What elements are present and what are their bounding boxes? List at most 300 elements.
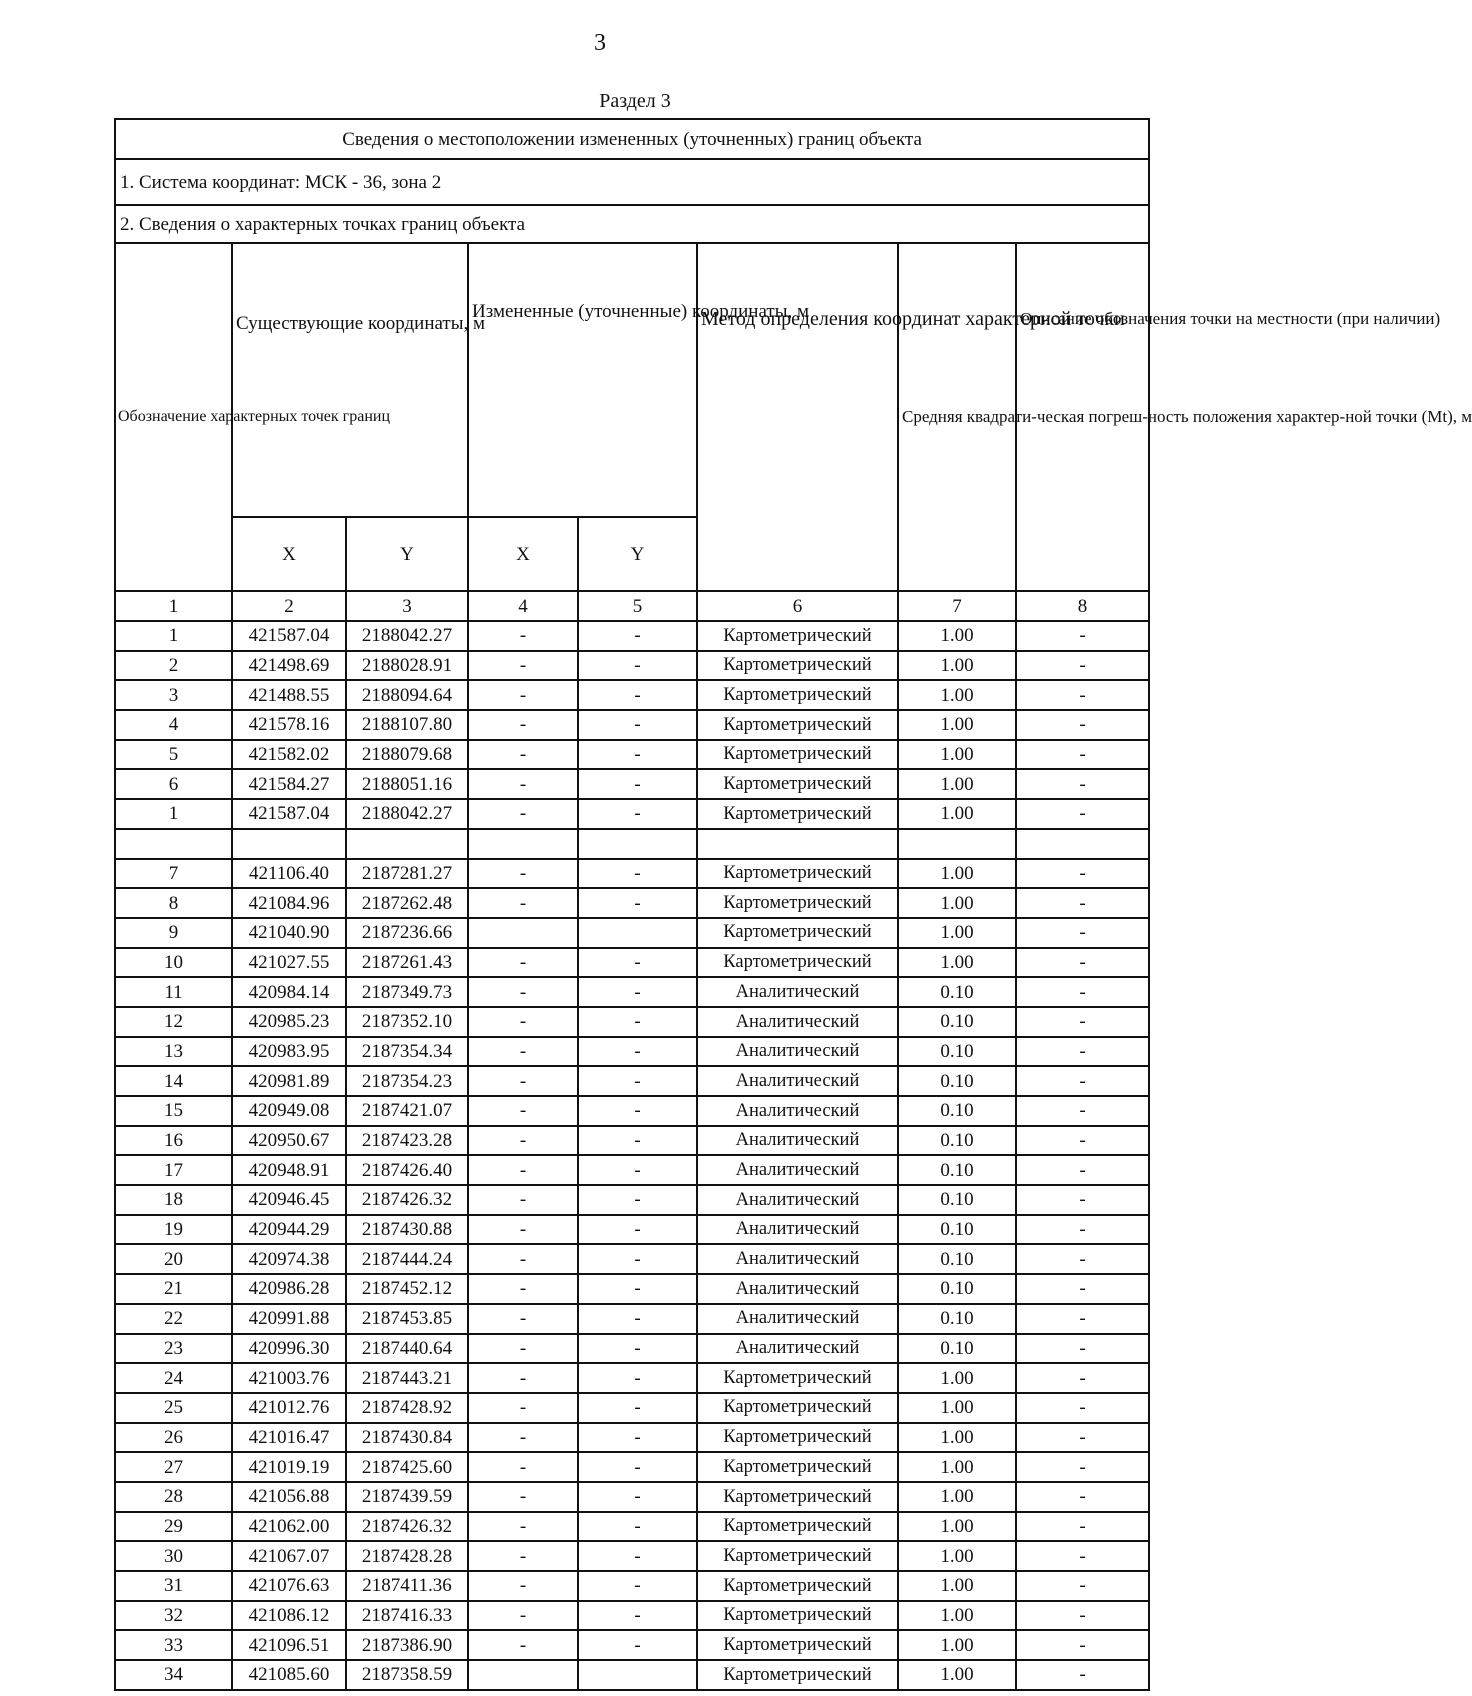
changed-x-cell: - [468,1334,578,1364]
existing-x-cell: 420983.95 [232,1037,346,1067]
existing-x-cell: 421498.69 [232,651,346,681]
mean-error-cell: 1.00 [898,1482,1016,1512]
existing-x-cell: 421106.40 [232,859,346,889]
existing-x-cell: 421040.90 [232,918,346,948]
changed-x-cell: - [468,1007,578,1037]
table-row [115,918,1149,948]
changed-y-cell: - [578,1126,697,1156]
existing-y-cell: 2188094.64 [346,680,468,710]
existing-x-cell: 421012.76 [232,1393,346,1423]
point-number-cell: 5 [115,740,232,770]
existing-y-cell: 2187352.10 [346,1007,468,1037]
existing-y-cell: 2187453.85 [346,1304,468,1334]
method-cell: Картометрический [697,1482,898,1512]
point-number-cell: 24 [115,1363,232,1393]
changed-x-cell: - [468,1423,578,1453]
existing-y-cell: 2187426.40 [346,1155,468,1185]
changed-x-cell: - [468,651,578,681]
changed-y-cell: - [578,799,697,829]
table-row [115,769,1149,799]
table-row [115,829,1149,859]
existing-y-cell: 2187236.66 [346,918,468,948]
table-row [115,1126,1149,1156]
changed-x-cell: - [468,1037,578,1067]
points-heading: 2. Сведения о характерных точках границ объекта [115,205,1149,243]
table-row [115,799,1149,829]
method-cell: Аналитический [697,1126,898,1156]
header-description: Описание обозначения точки на местности (при наличии) [1016,243,1149,591]
method-cell: Картометрический [697,918,898,948]
coordinate-system: 1. Система координат: МСК - 36, зона 2 [115,159,1149,205]
changed-x-cell: - [468,1363,578,1393]
point-number-cell: 20 [115,1244,232,1274]
table-row [115,1452,1149,1482]
existing-y-cell: 2187452.12 [346,1274,468,1304]
changed-x-cell: - [468,948,578,978]
mean-error-cell: 1.00 [898,1541,1016,1571]
existing-y-cell: 2187428.28 [346,1541,468,1571]
existing-y-cell: 2187358.59 [346,1660,468,1690]
description-cell: - [1016,888,1149,918]
existing-y-cell [346,829,468,859]
mean-error-cell: 1.00 [898,680,1016,710]
table-row [115,1185,1149,1215]
existing-y-cell: 2187428.92 [346,1393,468,1423]
existing-y-cell: 2187425.60 [346,1452,468,1482]
changed-y-cell [578,829,697,859]
mean-error-cell: 1.00 [898,1630,1016,1660]
point-number-cell: 29 [115,1512,232,1542]
method-cell: Картометрический [697,1601,898,1631]
method-cell: Картометрический [697,1393,898,1423]
mean-error-cell: 1.00 [898,710,1016,740]
mean-error-cell: 1.00 [898,888,1016,918]
method-cell: Картометрический [697,1452,898,1482]
mean-error-cell: 1.00 [898,651,1016,681]
point-number-cell: 34 [115,1660,232,1690]
description-cell: - [1016,621,1149,651]
description-cell: - [1016,1096,1149,1126]
changed-x-cell: - [468,1066,578,1096]
column-number: 8 [1016,591,1149,621]
point-number-cell: 19 [115,1215,232,1245]
description-cell: - [1016,680,1149,710]
changed-y-cell: - [578,769,697,799]
mean-error-cell: 1.00 [898,1393,1016,1423]
changed-x-cell [468,829,578,859]
changed-y-cell: - [578,1334,697,1364]
mean-error-cell: 1.00 [898,1452,1016,1482]
existing-y-cell: 2187426.32 [346,1185,468,1215]
header-point-designation: Обозначение характерных точек границ [115,243,232,591]
mean-error-cell: 1.00 [898,621,1016,651]
changed-y-cell: - [578,1571,697,1601]
point-number-cell: 31 [115,1571,232,1601]
description-cell: - [1016,1155,1149,1185]
description-cell [1016,829,1149,859]
method-cell: Аналитический [697,1066,898,1096]
table-row [115,1512,1149,1542]
changed-y-cell: - [578,1630,697,1660]
changed-y-cell: - [578,621,697,651]
table-row [115,1215,1149,1245]
method-cell: Картометрический [697,799,898,829]
description-cell: - [1016,1452,1149,1482]
section-title: Раздел 3 [599,90,671,112]
point-number-cell: 26 [115,1423,232,1453]
point-number-cell [115,829,232,859]
existing-x-cell: 421587.04 [232,799,346,829]
changed-y-cell: - [578,710,697,740]
point-number-cell: 25 [115,1393,232,1423]
changed-x-cell: - [468,859,578,889]
method-cell [697,829,898,859]
existing-y-cell: 2188079.68 [346,740,468,770]
mean-error-cell [898,829,1016,859]
mean-error-cell: 0.10 [898,1185,1016,1215]
changed-y-cell: - [578,948,697,978]
column-numbers-row [115,591,1149,621]
table-row [115,1304,1149,1334]
description-cell: - [1016,1512,1149,1542]
table-row [115,1630,1149,1660]
description-cell: - [1016,1571,1149,1601]
changed-x-cell: - [468,888,578,918]
point-number-cell: 8 [115,888,232,918]
existing-x-cell: 420950.67 [232,1126,346,1156]
changed-y-cell [578,1660,697,1690]
existing-x-cell: 420985.23 [232,1007,346,1037]
changed-x-cell: - [468,769,578,799]
table-row [115,1274,1149,1304]
header-existing-coordinates: Существующие координаты, м [232,243,468,517]
header-existing-x: X [232,517,346,591]
existing-y-cell: 2187439.59 [346,1482,468,1512]
table-row [115,1571,1149,1601]
existing-y-cell: 2187443.21 [346,1363,468,1393]
changed-x-cell: - [468,1185,578,1215]
existing-y-cell: 2187430.88 [346,1215,468,1245]
changed-y-cell: - [578,1155,697,1185]
changed-x-cell: - [468,1215,578,1245]
changed-x-cell: - [468,1571,578,1601]
mean-error-cell: 0.10 [898,1244,1016,1274]
description-cell: - [1016,918,1149,948]
existing-x-cell: 421587.04 [232,621,346,651]
existing-y-cell: 2187423.28 [346,1126,468,1156]
table-row [115,1601,1149,1631]
description-cell: - [1016,1066,1149,1096]
description-cell: - [1016,1185,1149,1215]
table-row [115,948,1149,978]
table-title: Сведения о местоположении измененных (уточненных) границ объекта [115,119,1149,159]
existing-y-cell: 2188042.27 [346,799,468,829]
changed-x-cell: - [468,621,578,651]
existing-x-cell: 421056.88 [232,1482,346,1512]
point-number-cell: 13 [115,1037,232,1067]
table-row [115,621,1149,651]
description-cell: - [1016,1126,1149,1156]
description-cell: - [1016,1541,1149,1571]
existing-y-cell: 2187421.07 [346,1096,468,1126]
table-row [115,1363,1149,1393]
point-number-cell: 2 [115,651,232,681]
page-number: 3 [594,30,606,56]
description-cell: - [1016,1363,1149,1393]
existing-x-cell: 420948.91 [232,1155,346,1185]
point-number-cell: 32 [115,1601,232,1631]
point-number-cell: 18 [115,1185,232,1215]
changed-y-cell: - [578,1393,697,1423]
mean-error-cell: 1.00 [898,740,1016,770]
existing-x-cell: 421488.55 [232,680,346,710]
existing-y-cell: 2187386.90 [346,1630,468,1660]
existing-x-cell: 421086.12 [232,1601,346,1631]
changed-x-cell: - [468,740,578,770]
mean-error-cell: 1.00 [898,1363,1016,1393]
changed-x-cell: - [468,1630,578,1660]
changed-y-cell: - [578,651,697,681]
changed-x-cell: - [468,1126,578,1156]
existing-x-cell: 421062.00 [232,1512,346,1542]
method-cell: Картометрический [697,1660,898,1690]
column-number: 2 [232,591,346,621]
changed-x-cell: - [468,1452,578,1482]
description-cell: - [1016,1037,1149,1067]
existing-y-cell: 2187262.48 [346,888,468,918]
coordinates-table [114,118,1472,1691]
point-number-cell: 23 [115,1334,232,1364]
changed-x-cell: - [468,799,578,829]
column-number: 6 [697,591,898,621]
table-row [115,1541,1149,1571]
table-row [115,1037,1149,1067]
changed-x-cell: - [468,1541,578,1571]
changed-y-cell: - [578,977,697,1007]
header-changed-coordinates: Измененные (уточненные) координаты, м [468,243,697,517]
table-row [115,1334,1149,1364]
method-cell: Аналитический [697,1185,898,1215]
point-number-cell: 16 [115,1126,232,1156]
method-cell: Картометрический [697,1423,898,1453]
description-cell: - [1016,769,1149,799]
existing-x-cell: 421076.63 [232,1571,346,1601]
changed-y-cell: - [578,888,697,918]
description-cell: - [1016,859,1149,889]
point-number-cell: 1 [115,799,232,829]
mean-error-cell: 0.10 [898,1334,1016,1364]
method-cell: Аналитический [697,1215,898,1245]
column-number: 7 [898,591,1016,621]
existing-y-cell: 2187440.64 [346,1334,468,1364]
method-cell: Аналитический [697,1244,898,1274]
description-cell: - [1016,799,1149,829]
changed-y-cell: - [578,1215,697,1245]
existing-x-cell: 421016.47 [232,1423,346,1453]
table-row [115,1423,1149,1453]
point-number-cell: 4 [115,710,232,740]
method-cell: Картометрический [697,1541,898,1571]
existing-x-cell: 420986.28 [232,1274,346,1304]
mean-error-cell: 1.00 [898,769,1016,799]
existing-y-cell: 2188028.91 [346,651,468,681]
mean-error-cell: 1.00 [898,1423,1016,1453]
existing-y-cell: 2187354.34 [346,1037,468,1067]
column-number: 3 [346,591,468,621]
column-number: 1 [115,591,232,621]
changed-x-cell [468,1660,578,1690]
table-row [115,859,1149,889]
existing-x-cell: 421019.19 [232,1452,346,1482]
point-number-cell: 21 [115,1274,232,1304]
table-row [115,1007,1149,1037]
changed-x-cell: - [468,680,578,710]
changed-y-cell: - [578,1482,697,1512]
column-number: 5 [578,591,697,621]
method-cell: Аналитический [697,1155,898,1185]
changed-x-cell: - [468,1304,578,1334]
existing-y-cell: 2187416.33 [346,1601,468,1631]
point-number-cell: 22 [115,1304,232,1334]
mean-error-cell: 0.10 [898,1066,1016,1096]
column-number: 4 [468,591,578,621]
mean-error-cell: 0.10 [898,1304,1016,1334]
mean-error-cell: 1.00 [898,948,1016,978]
existing-x-cell: 421067.07 [232,1541,346,1571]
changed-x-cell: - [468,1274,578,1304]
header-changed-y: Y [578,517,697,591]
existing-x-cell: 420981.89 [232,1066,346,1096]
mean-error-cell: 1.00 [898,1512,1016,1542]
existing-x-cell: 420946.45 [232,1185,346,1215]
method-cell: Картометрический [697,1512,898,1542]
changed-x-cell: - [468,1244,578,1274]
changed-y-cell: - [578,740,697,770]
point-number-cell: 6 [115,769,232,799]
method-cell: Картометрический [697,740,898,770]
method-cell: Картометрический [697,1363,898,1393]
changed-y-cell: - [578,1541,697,1571]
existing-x-cell: 421085.60 [232,1660,346,1690]
existing-x-cell: 421584.27 [232,769,346,799]
description-cell: - [1016,1630,1149,1660]
header-method: Метод определения координат характерной точки [697,243,898,591]
table-row [115,1393,1149,1423]
changed-y-cell [578,918,697,948]
changed-y-cell: - [578,680,697,710]
table-row [115,888,1149,918]
existing-x-cell: 420974.38 [232,1244,346,1274]
table-row [115,1482,1149,1512]
table-row [115,977,1149,1007]
existing-x-cell: 420984.14 [232,977,346,1007]
point-number-cell: 7 [115,859,232,889]
point-number-cell: 30 [115,1541,232,1571]
changed-x-cell: - [468,1393,578,1423]
description-cell: - [1016,740,1149,770]
changed-y-cell: - [578,1007,697,1037]
header-changed-x: X [468,517,578,591]
mean-error-cell: 0.10 [898,1126,1016,1156]
existing-x-cell [232,829,346,859]
description-cell: - [1016,948,1149,978]
description-cell: - [1016,977,1149,1007]
existing-y-cell: 2187426.32 [346,1512,468,1542]
existing-y-cell: 2187411.36 [346,1571,468,1601]
mean-error-cell: 1.00 [898,1660,1016,1690]
table-row [115,1066,1149,1096]
changed-y-cell: - [578,1096,697,1126]
existing-x-cell: 420944.29 [232,1215,346,1245]
mean-error-cell: 0.10 [898,1155,1016,1185]
method-cell: Аналитический [697,1304,898,1334]
mean-error-cell: 1.00 [898,1601,1016,1631]
mean-error-cell: 1.00 [898,799,1016,829]
changed-x-cell: - [468,710,578,740]
method-cell: Картометрический [697,769,898,799]
mean-error-cell: 0.10 [898,977,1016,1007]
table-row [115,1660,1149,1690]
existing-x-cell: 420991.88 [232,1304,346,1334]
description-cell: - [1016,1660,1149,1690]
changed-x-cell: - [468,1155,578,1185]
mean-error-cell: 0.10 [898,1274,1016,1304]
description-cell: - [1016,710,1149,740]
table-row [115,740,1149,770]
point-number-cell: 17 [115,1155,232,1185]
table-row [115,680,1149,710]
existing-y-cell: 2187349.73 [346,977,468,1007]
point-number-cell: 9 [115,918,232,948]
description-cell: - [1016,1215,1149,1245]
point-number-cell: 3 [115,680,232,710]
method-cell: Картометрический [697,651,898,681]
description-cell: - [1016,1244,1149,1274]
point-number-cell: 1 [115,621,232,651]
changed-x-cell: - [468,1601,578,1631]
method-cell: Картометрический [697,948,898,978]
point-number-cell: 33 [115,1630,232,1660]
point-number-cell: 12 [115,1007,232,1037]
method-cell: Аналитический [697,1007,898,1037]
existing-y-cell: 2187354.23 [346,1066,468,1096]
changed-y-cell: - [578,1363,697,1393]
changed-y-cell: - [578,1037,697,1067]
table-row [115,1096,1149,1126]
point-number-cell: 27 [115,1452,232,1482]
existing-y-cell: 2187444.24 [346,1244,468,1274]
changed-y-cell: - [578,1304,697,1334]
changed-y-cell: - [578,1452,697,1482]
description-cell: - [1016,1482,1149,1512]
mean-error-cell: 0.10 [898,1037,1016,1067]
table-row [115,651,1149,681]
point-number-cell: 15 [115,1096,232,1126]
changed-y-cell: - [578,1512,697,1542]
existing-y-cell: 2188042.27 [346,621,468,651]
point-number-cell: 28 [115,1482,232,1512]
method-cell: Аналитический [697,1274,898,1304]
changed-y-cell: - [578,1423,697,1453]
changed-x-cell: - [468,1482,578,1512]
point-number-cell: 14 [115,1066,232,1096]
changed-y-cell: - [578,859,697,889]
description-cell: - [1016,1423,1149,1453]
mean-error-cell: 0.10 [898,1007,1016,1037]
changed-y-cell: - [578,1601,697,1631]
description-cell: - [1016,1274,1149,1304]
existing-y-cell: 2187430.84 [346,1423,468,1453]
